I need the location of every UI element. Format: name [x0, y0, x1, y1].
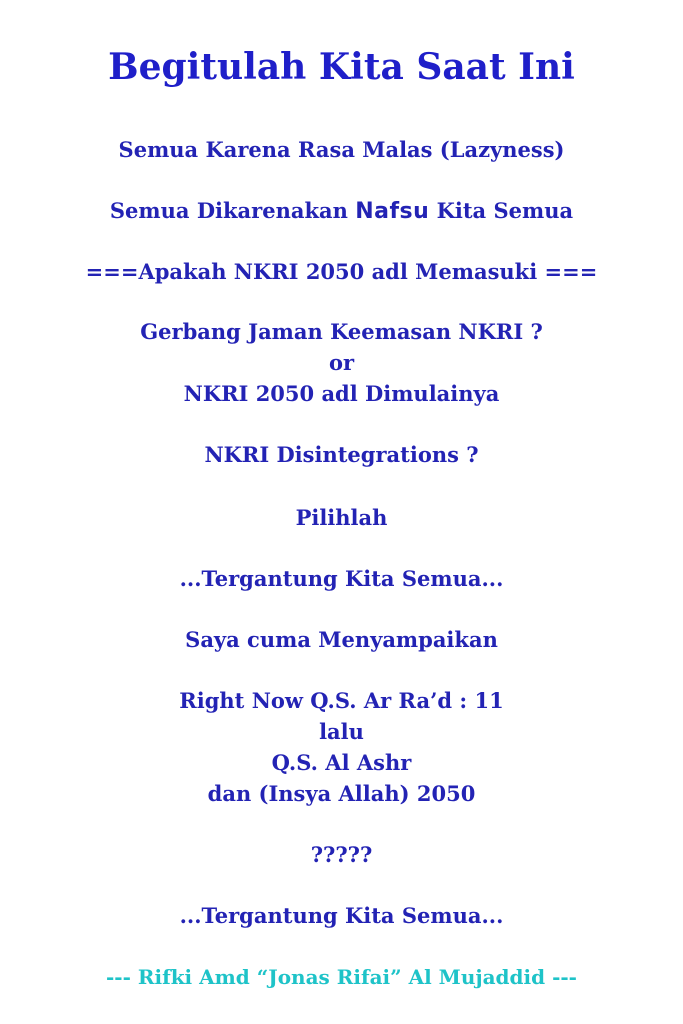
text-line-al-ashr: Q.S. Al Ashr [271, 750, 412, 775]
text-line-disintegrations: NKRI Disintegrations ? [204, 442, 479, 467]
text-line-depends-1: ...Tergantung Kita Semua... [179, 566, 504, 591]
text-line-nafsu [0, 196, 683, 227]
page-title: Begitulah Kita Saat Ini [108, 46, 575, 88]
text-line-questions: ????? [310, 842, 373, 867]
text-line-choose: Pilihlah [295, 505, 388, 530]
text-line-depends-2: ...Tergantung Kita Semua... [179, 903, 504, 928]
text-line-lazyness: Semua Karena Rasa Malas (Lazyness) [118, 137, 565, 162]
text-line-golden-age: Gerbang Jaman Keemasan NKRI ? [140, 319, 543, 344]
text-line-then: lalu [319, 719, 364, 744]
text-line-beginning: NKRI 2050 adl Dimulainya [183, 381, 500, 406]
author-signature: --- Rifki Amd “Jonas Rifai” Al Mujaddid --- [106, 965, 577, 989]
nafsu-line-suffix: Kita Semua [429, 198, 574, 223]
nafsu-line-prefix: Semua Dikarenakan [109, 198, 356, 223]
text-line-right-now: Right Now Q.S. Ar Ra’d : 11 [179, 688, 504, 713]
text-line-insya-allah: dan (Insya Allah) 2050 [207, 781, 476, 806]
nafsu-emphasis: Nafsu [355, 199, 430, 224]
text-line-or: or [328, 350, 355, 375]
text-line-convey: Saya cuma Menyampaikan [185, 627, 498, 652]
text-line-question-header: ===Apakah NKRI 2050 adl Memasuki === [85, 259, 598, 284]
